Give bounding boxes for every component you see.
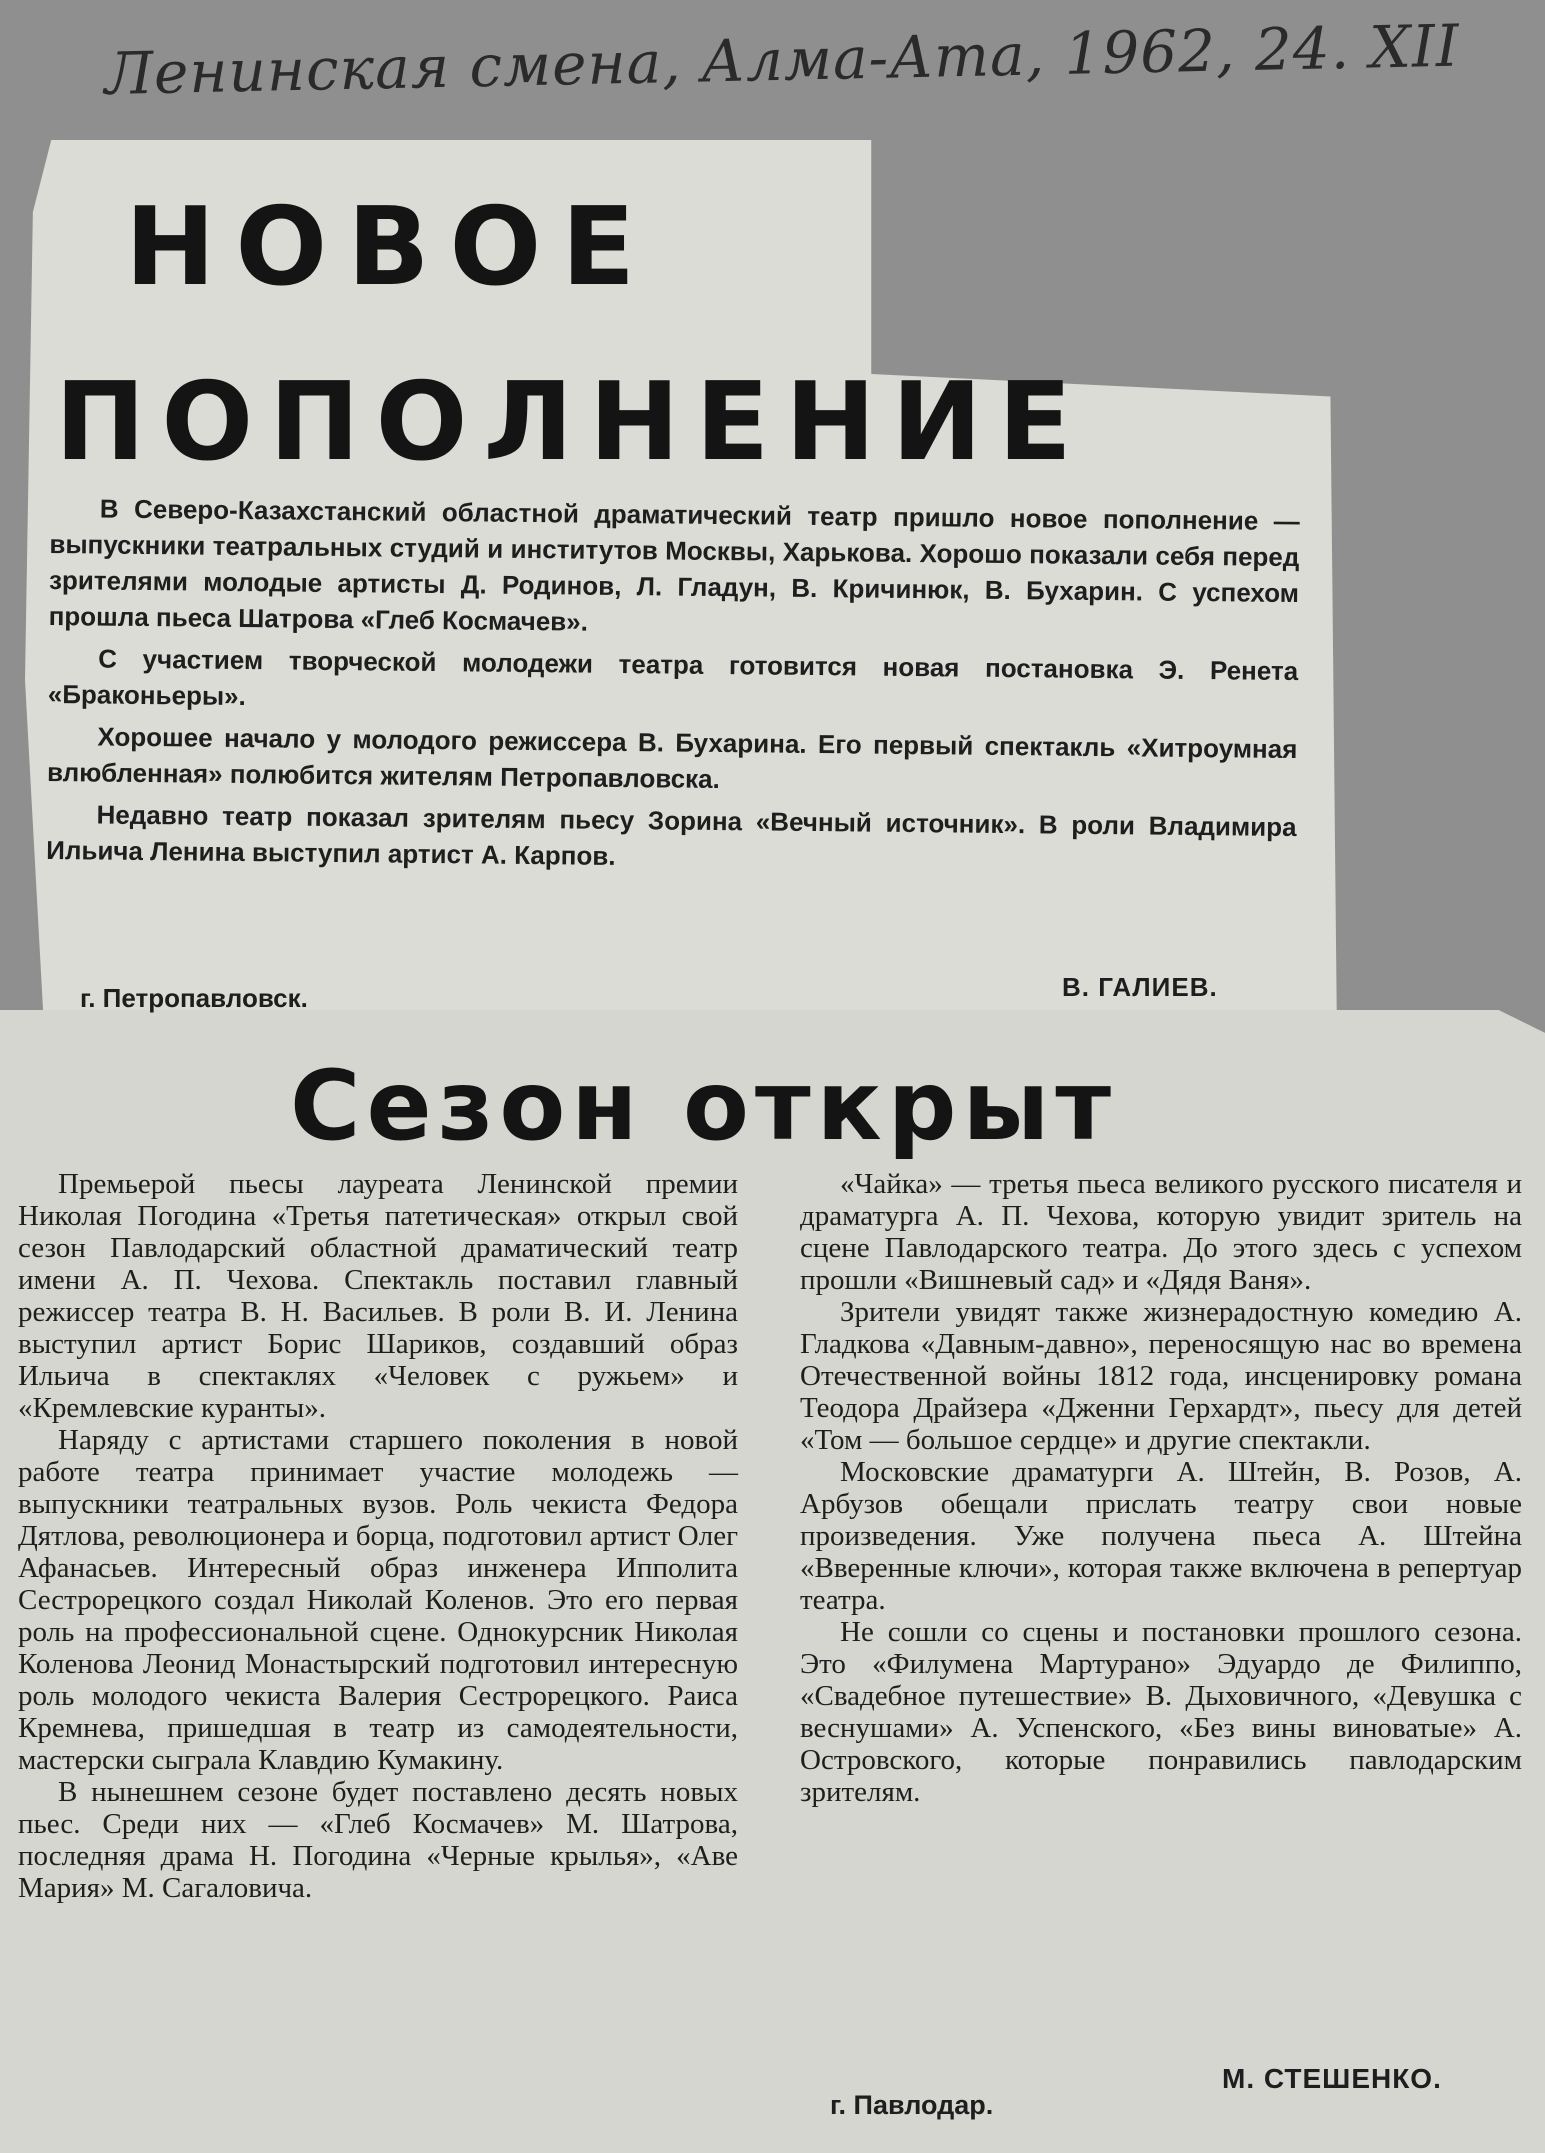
article1-author: В. ГАЛИЕВ. xyxy=(1062,972,1218,1002)
handwritten-source-note: Ленинская смена, Алма-Ата, 1962, 24. XII xyxy=(103,11,1461,108)
article2-paragraph: «Чайка» — третья пьеса великого русского писателя и драматурга А. П. Чехова, которую увидит зритель на сцене Павлодарского театра. До этого здесь с успехом прошли «Вишневый сад» и «Дядя Ваня». xyxy=(800,1168,1522,1296)
article2-paragraph: Премьерой пьесы лауреата Ленинской премии Николая Погодина «Третья патетическая» открыл свой сезон Павлодарский областной драматический театр имени А. П. Чехова. Спектакль поставил главный режиссер театра В. Н. Васильев. В роли В. И. Ленина выступил артист Борис Шариков, создавший образ Ильича в спектаклях «Человек с ружьем» и «Кремлевские куранты». xyxy=(18,1168,738,1424)
article2-paragraph: Московские драматурги А. Штейн, В. Розов, А. Арбузов обещали прислать театру свои новые произведения. Уже получена пьеса А. Штейна «Вверенные ключи», которая также включена в репертуар театра. xyxy=(800,1456,1522,1616)
article2-paragraph: Наряду с артистами старшего поколения в новой работе театра принимает участие молодежь — выпускники театральных вузов. Роль чекиста Федора Дятлова, революционера и борца, подготовил артист Олег Афанасьев. Интересный образ инженера Ипполита Сестрорецкого создал Николай Коленов. Это его первая роль на профессиональной сцене. Однокурсник Николая Коленова Леонид Монастырский подготовил интересную роль молодого чекиста Валерия Сестрорецкого. Раиса Кремнева, пришедшая в театр из самодеятельности, мастерски сыграла Клавдию Кумакину. xyxy=(18,1424,738,1776)
article2-right-column xyxy=(800,1168,1522,1808)
article2-author: М. СТЕШЕНКО. xyxy=(1222,2063,1442,2094)
article2-left-column xyxy=(18,1168,738,1904)
article2-paragraph: В нынешнем сезоне будет поставлено десять новых пьес. Среди них — «Глеб Космачев» М. Шатрова, последняя драма Н. Погодина «Черные крылья», «Аве Мария» М. Сагаловича. xyxy=(18,1776,738,1904)
article2-paragraph: Не сошли со сцены и постановки прошлого сезона. Это «Филумена Мартурано» Эдуардо де Филиппо, «Свадебное путешествие» В. Дыховичного, «Девушка с веснушами» А. Успенского, «Без вины виноватые» А. Островского, которые понравились павлодарским зрителям. xyxy=(800,1616,1522,1808)
article1-paragraph: С участием творческой молодежи театра готовится новая постановка Э. Ренета «Браконьеры». xyxy=(47,643,1299,712)
article1-body xyxy=(46,490,1300,887)
article1-headline-line1: НОВОЕ xyxy=(125,185,656,310)
article2-headline: Сезон открыт xyxy=(290,1050,1117,1162)
article1-paragraph: Недавно театр показал зрителям пьесу Зорина «Вечный источник». В роли Владимира Ильича Ленина выступил артист А. Карпов. xyxy=(46,799,1297,871)
article2-paragraph: Зрители увидят также жизнерадостную комедию А. Гладкова «Давным-давно», переносящую нас во времена Отечественной войны 1812 года, инсценировку романа Теодора Драйзера «Дженни Герхардт», пьесу для детей «Том — большое сердце» и другие спектакли. xyxy=(800,1296,1522,1456)
article1-dateline: г. Петропавловск. xyxy=(80,983,308,1013)
article2-dateline: г. Павлодар. xyxy=(830,2090,994,2120)
article1-paragraph: Хорошее начало у молодого режиссера В. Бухарина. Его первый спектакль «Хитроумная влюбленная» полюбится жителям Петропавловска. xyxy=(46,721,1298,795)
article1-paragraph: В Северо-Казахстанский областной драматический театр пришло новое пополнение — выпускники театральных студий и институтов Москвы, Харькова. Хорошо показали себя перед зрителями молодые артисты Д. Родинов, Л. Гладун, В. Кричинюк, В. Бухарин. С успехом прошла пьеса Шатрова «Глеб Космачев». xyxy=(48,493,1300,637)
article1-headline-line2: ПОПОЛНЕНИЕ xyxy=(55,360,1088,485)
